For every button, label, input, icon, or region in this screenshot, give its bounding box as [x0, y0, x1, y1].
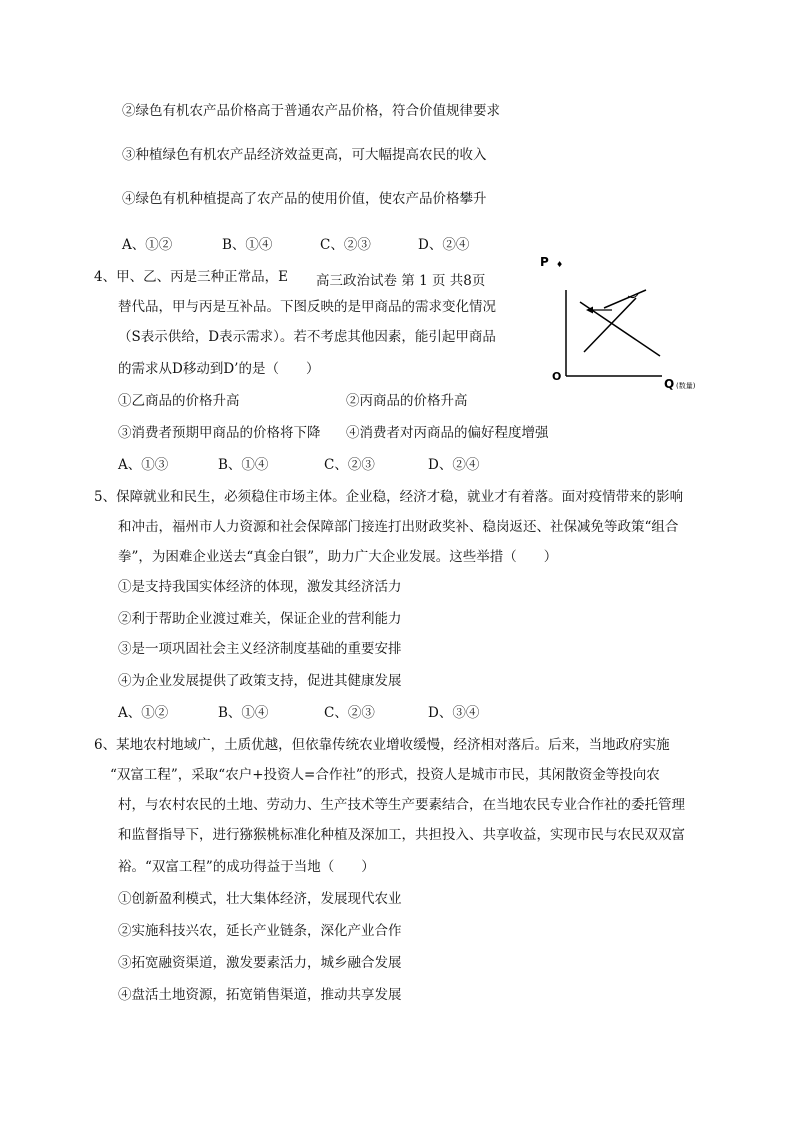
q6-option-1: ①创新盈利模式，壮大集体经济，发展现代农业: [118, 891, 402, 907]
q4-option-1: ①乙商品的价格升高: [118, 393, 240, 409]
q3-choices: [122, 236, 469, 254]
q3-option-4: ④绿色有机种植提高了农产品的使用价值，使农产品价格攀升: [122, 191, 487, 207]
q6-option-3: ③拓宽融资渠道，激发要素活力，城乡融合发展: [118, 955, 402, 971]
q3-option-2: ②绿色有机农产品价格高于普通农产品价格，符合价值规律要求: [122, 103, 500, 119]
supply-demand-figure: [530, 250, 720, 400]
q4-stem-line3: （S表示供给，D表示需求）。若不考虑其他因素，能引起甲商品: [118, 329, 496, 345]
q5-stem-line1: 5、保障就业和民生，必须稳住市场主体。企业稳，经济才稳，就业才有着落。面对疫情带来的影响: [94, 489, 684, 505]
q5-choice-d: D、③④: [428, 705, 480, 721]
q4-stem-line2: 替代品，甲与丙是互补品。下图反映的是甲商品的需求变化情况: [118, 299, 496, 315]
q4-choice-c: C、②③: [324, 457, 375, 473]
q4-choice-b: B、①④: [218, 457, 269, 473]
q3-option-3: ③种植绿色有机农产品经济效益更高，可大幅提高农民的收入: [122, 147, 487, 163]
q5-choices: [118, 704, 479, 722]
q4-choice-d: D、②④: [428, 457, 480, 473]
q3-choice-a: A、①②: [122, 237, 173, 253]
q4-stem-line1: 4、甲、乙、丙是三种正常品，E: [94, 269, 288, 285]
q5-choice-a: A、①②: [118, 705, 169, 721]
q5-option-1: ①是支持我国实体经济的体现，激发其经济活力: [118, 579, 402, 595]
q5-option-2: ②利于帮助企业渡过难关，保证企业的营利能力: [118, 611, 402, 627]
q3-choice-c: C、②③: [320, 237, 371, 253]
q3-choice-b: B、①④: [222, 237, 273, 253]
page-header-overlay: 高三政治试卷 第 1 页 共8页: [298, 270, 546, 292]
q6-stem-line3: 村，与农村农民的土地、劳动力、生产技术等生产要素结合，在当地农民专业合作社的委托管理: [118, 797, 685, 813]
q4-option-4: ④消费者对丙商品的偏好程度增强: [346, 425, 549, 441]
q4-choice-a: A、①③: [118, 457, 169, 473]
q5-option-3: ③是一项巩固社会主义经济制度基础的重要安排: [118, 641, 402, 657]
q6-stem-line1: 6、某地农村地域广，土质优越，但依靠传统农业增收缓慢，经济相对落后。后来，当地政府实施: [94, 737, 670, 753]
q4-stem-line4: 的需求从D移动到D’的是（ ）: [118, 361, 320, 377]
demand-curve-d-prime: [604, 290, 646, 308]
q4-choices: [118, 456, 479, 474]
q3-choice-d: D、②④: [418, 237, 470, 253]
q6-stem-line2: “双富工程”，采取“农户+投资人=合作社”的形式，投资人是城市市民，其闲散资金等投向农: [110, 767, 660, 783]
q5-stem-line2: 和冲击，福州市人力资源和社会保障部门接连打出财政奖补、稳岗返还、社保减免等政策“组合: [118, 519, 679, 535]
p-axis-mark: ♦: [556, 260, 564, 269]
q5-stem-line3: 拳”，为困难企业送去“真金白银”，助力广大企业发展。这些举措（ ）: [118, 549, 558, 565]
q4-option-2: ②丙商品的价格升高: [346, 393, 468, 409]
q6-option-4: ④盘活土地资源，拓宽销售渠道，推动共享发展: [118, 987, 402, 1003]
q5-choice-b: B、①④: [218, 705, 269, 721]
p-axis-label: P: [540, 255, 549, 269]
q6-option-2: ②实施科技兴农，延长产业链条，深化产业合作: [118, 923, 402, 939]
q4-option-3: ③消费者预期甲商品的价格将下降: [118, 425, 321, 441]
q6-stem-line5: 裕。“双富工程”的成功得益于当地（ ）: [118, 859, 375, 875]
q6-stem-line4: 和监督指导下，进行猕猴桃标准化种植及深加工，共担投入、共享收益，实现市民与农民双双富: [118, 827, 685, 843]
origin-label: O: [552, 370, 562, 383]
q-axis-label: Q: [664, 377, 675, 391]
q-axis-sublabel: (数量): [676, 382, 696, 390]
q5-choice-c: C、②③: [324, 705, 375, 721]
q5-option-4: ④为企业发展提供了政策支持，促进其健康发展: [118, 673, 402, 689]
